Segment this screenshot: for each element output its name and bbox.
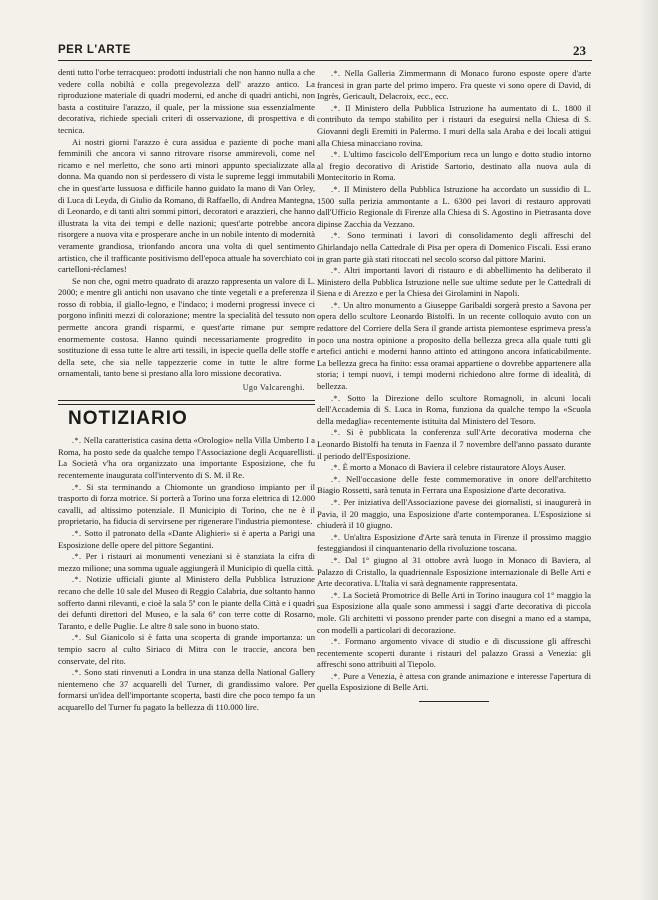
news-item: .*. Sono terminati i lavori di consolidamento degli affreschi del Ghirlandajo nella Cattedrale di Pisa per opera di Domenico Fiscali. Essi erano in gran parte già stati ritoccati nel secolo scorso dal pittore Marini. [317,230,591,264]
news-item: .*. Notizie ufficiali giunte al Ministero della Pubblica Istruzione recano che delle 10 sale del Museo di Reggio Calabria, due soltanto hanno sofferto danni rilevanti, e cioè la sala 5ª con le piante della Città e i quadri dei defunti direttori del Museo, e la sala 6ª con terre cotte di Rosarno, Taranto, e delle Puglie. Le altre 8 sale sono in buono stato. [58,574,315,631]
news-item: .*. Sotto la Direzione dello scultore Romagnoli, in alcuni locali dell'Accademia di S. Luca in Roma, funziona da qualche tempo la «Scuola della medaglia» recentemente istituita dal Ministero del Tesoro. [317,392,592,426]
running-header: PER L'ARTE [58,44,131,56]
news-item: .*. Il Ministero della Pubblica Istruzione ha aumentato di L. 1800 il contributo da tempo stabilito per i ristauri da eseguirsi nella Chiesa di S. Giovanni degli Eremiti in Palermo. I muri della sala Araba e dei locali attigui alla Chiesa minacciano rovina. [317,102,591,148]
news-marker: .*. [331,463,341,473]
author-signature: Ugo Valcarenghi. [242,383,305,393]
page-edge-shadow [638,0,658,900]
article-paragraph: denti tutto l'orbe terracqueo: prodotti industriali che non hanno nulla a che vedere colla nobiltà e colla pregevolezza dell' arazzo antico. La riproduzione materiale di quadri moderni, ed anche di quadri antichi, non basta a costituire l'arazzo, il quale, per la missione sua essenzialmente decorativa, richiede speciali criteri di osservazione, di prospettiva e di tecnica. [58,67,315,135]
news-item: .*. È morto a Monaco di Baviera il celebre ristauratore Aloys Auser. [331,462,566,473]
section-title: NOTIZIARIO [68,407,188,429]
news-item: .*. Nella caratteristica casina detta «Orologio» nella Villa Umberto I a Roma, ha posto sede da qualche tempo l'Associazione degli Acquarellisti. La Società v'ha ora organizzato una importante Esposizione, che fu recentemente inaugurata coll'intervento di S. M. il Re. [58,435,315,480]
news-item: .*. Altri importanti lavori di ristauro e di abbellimento ha deliberato il Ministero della Pubblica Istruzione nelle sue ultime sedute per le Cattedrali di Siena e di Arezzo e per la Chiesa dei Girolamini in Napoli. [317,265,591,299]
news-marker: .*. [331,590,341,600]
news-item: .*. Si sta terminando a Chiomonte un grandioso impianto per il trasporto di forza motrice. Si porterà a Torino una forza elettrica di 12.000 cavalli, ad altissimo potenziale. Il Municipio di Torino, che ne è il proprietario, ha fiducia di servirsene per rigenerare l'industria piemontese. [58,481,315,527]
news-item: .*. Per i ristauri ai monumenti veneziani si è stanziata la cifra di mezzo milione; una somma uguale aggiungerà il Municipio di quella città. [58,551,315,573]
news-marker: .*. [72,436,82,446]
news-item: .*. Nella Galleria Zimmermann di Monaco furono esposte opere d'arte francesi in gran parte del primo impero. Fra queste vi sono opere di David, di Ingrès, Gericault, Delacroix, ecc., ecc. [317,68,592,102]
news-marker: .*. [331,428,341,438]
news-item: .*. L'ultimo fascicolo dell'Emporium reca un lungo e dotto studio intorno al fregio decorativo di Aristide Sartorio, destinato alla nuova aula di Montecitorio in Roma. [317,149,592,183]
news-marker: .*. [331,671,341,681]
news-item: .*. Dal 1° giugno al 31 ottobre avrà luogo in Monaco di Baviera, al Palazzo di Cristallo, la quadriennale Esposizione internazionale di Belle Arti e Arte decorativa. L'Italia vi sarà degnamente rappresentata. [317,554,591,589]
news-marker: .*. [331,532,341,542]
news-marker: .*. [72,482,82,492]
left-column [58,67,315,713]
news-marker: .*. [72,528,82,538]
news-item: .*. Per iniziativa dell'Associazione pavese dei giornalisti, si inaugurerà in Pavia, il 20 maggio, una Esposizione d'arte contemporanea. L'Esposizione si chiuderà il 10 giugno. [317,496,592,531]
news-item: .*. Un altro monumento a Giuseppe Garibaldi sorgerà presto a Savona per opera dello scultore Leonardo Bistolfi. In un recente colloquio avuto con un redattore del Corriere della Sera il grande artista piemontese esprimeva press'a poco una nostra opinione a proposito della bellezza greca alla quale tutti gli artefici antichi e moderni hanno attinto ed attingono ancora infaticabilmente. La bellezza greca ha finito: essa oramai appartiene o dovrebbe appartenere alla storia; i tempi nuovi, i tempi moderni richiedono altre forme di idealità, di bellezza. [317,299,591,392]
news-item: .*. Si è pubblicata la conferenza sull'Arte decorativa moderna che Leonardo Bistolfi ha tenuta in Faenza il 7 novembre dell'anno passato durante il periodo dell'Esposizione. [317,427,591,461]
news-marker: .*. [72,552,82,562]
right-column [317,68,591,702]
news-marker: .*. [331,300,341,310]
news-marker: .*. [331,497,341,507]
news-item: .*. Il Ministero della Pubblica Istruzione ha accordato un sussidio di L. 1500 sulla perizia ammontante a L. 6300 pei lavori di restauro approvati dall'Ufficio Regionale di Firenze alla Chiesa di S. Agostino in Pietrasanta dove dipinse Zacchia da Vezzano. [317,183,591,229]
section-divider [58,400,315,405]
news-marker: .*. [331,231,341,241]
article-paragraph: Se non che, ogni metro quadrato di arazzo rappresenta un valore di L. 2000; e mentre gli antichi non usavano che tinte vegetali e a preferenza il rosso di robbia, il giallo-legno, e l'indaco; i moderni progressi invece ci porgono infiniti mezzi di colorazione; mentre la specialità del tessuto non permette ancora grandi risparmi, e quest'arte rimane pur sempre enormemente costosa. Hanno quindi necessariamente progredito in sostituzione di essa tutte le altre arti tessili, in ispecie quella delle stoffe e della sete, che sia nelle tappezzerie come in tutte le altre forme ornamentali, tanto bene si prestano alla loro missione decorativa. [58,275,315,379]
news-item: .*. Sono stati rinvenuti a Londra in una stanza della National Gallery nientemeno che 37 acquarelli del Turner, di grandissimo valore. Per formarsi un'idea dell'importante scoperta, basti dire che poco tempo fa un acquarello del Turner fu pagato la bellezza di 110.000 lire. [58,667,315,712]
article-paragraph: Ai nostri giorni l'arazzo è cura assidua e paziente di poche mani femminili che ancora vi sanno ritrovare risorse ammirevoli, come nel ricamo e nel merletto, che sono arti minori appunto specializzate alla donna. Ma quando non si perdessero di vista le supreme leggi immutabili che in quest'arte lussuosa e difficile hanno guidato la mano di Van Orley, di Luca di Leyda, di Giulio da Romano, di Raffaello, di Andrea Mantegna, di Leonardo, e di tanti altri sommi pittori, decoratori e arazzieri, che hanno illustrata la vita dei tempi e delle nazioni; quest'arte potrebbe ancora risorgere a nuova vita e prosperare anche in un nobile intento di modernità veramente grandiosa, trionfando ancora una volta di quel sentimento artistico, che il trafficante positivismo dell'epoca attuale ha soverchiato coi cartelloni-réclames! [58,136,315,275]
news-marker: .*. [72,633,82,643]
news-marker: .*. [72,575,82,585]
news-item: .*. Un'altra Esposizione d'Arte sarà tenuta in Firenze il prossimo maggio festeggiandosi il cinquantenario della rivoluzione toscana. [317,531,591,554]
news-marker: .*. [331,555,341,565]
news-item: .*. Nell'occasione delle feste commemorative in onore dell'architetto Biagio Rossetti, sarà tenuta in Ferrara una Esposizione d'arte decorativa. [317,473,591,496]
news-marker: .*. [331,266,341,276]
news-item: .*. Sotto il patronato della «Dante Alighieri» si è aperta a Parigi una Esposizione delle opere del pittore Segantini. [58,527,315,550]
news-item: .*. La Società Promotrice di Belle Arti in Torino inaugura col 1° maggio la sua Esposizione alla quale sono ammessi i saggi d'arte decorativa di piccola mole. Gli architetti vi possono prender parte con disegni a mano ed a stampa, con modelli a particolari di decorazione. [317,589,591,635]
news-marker: .*. [72,668,82,678]
page-number: 23 [573,43,586,58]
news-item: .*. Pure a Venezia, è attesa con grande animazione e interesse l'apertura di quella Esposizione di Belle Arti. [317,670,591,693]
news-marker: .*. [331,69,341,78]
news-marker: .*. [331,393,341,403]
news-item: .*. Sul Gianicolo si è fatta una scoperta di grande importanza: un tempio sacro al culto Siriaco di Mitra con le traccie, ancora ben conservate, del rito. [58,632,315,666]
header-rule [58,60,592,61]
news-marker: .*. [331,103,341,113]
news-marker: .*. [331,150,341,160]
news-marker: .*. [331,637,341,647]
news-marker: .*. [331,184,341,194]
news-marker: .*. [331,474,341,484]
end-rule [419,701,489,702]
news-item: .*. Formano argomento vivace di studio e di discussione gli affreschi recentemente scoperti durante i ristauri del palazzo Grassi a Venezia: gli affreschi sono attribuiti al Tiepolo. [317,636,591,670]
